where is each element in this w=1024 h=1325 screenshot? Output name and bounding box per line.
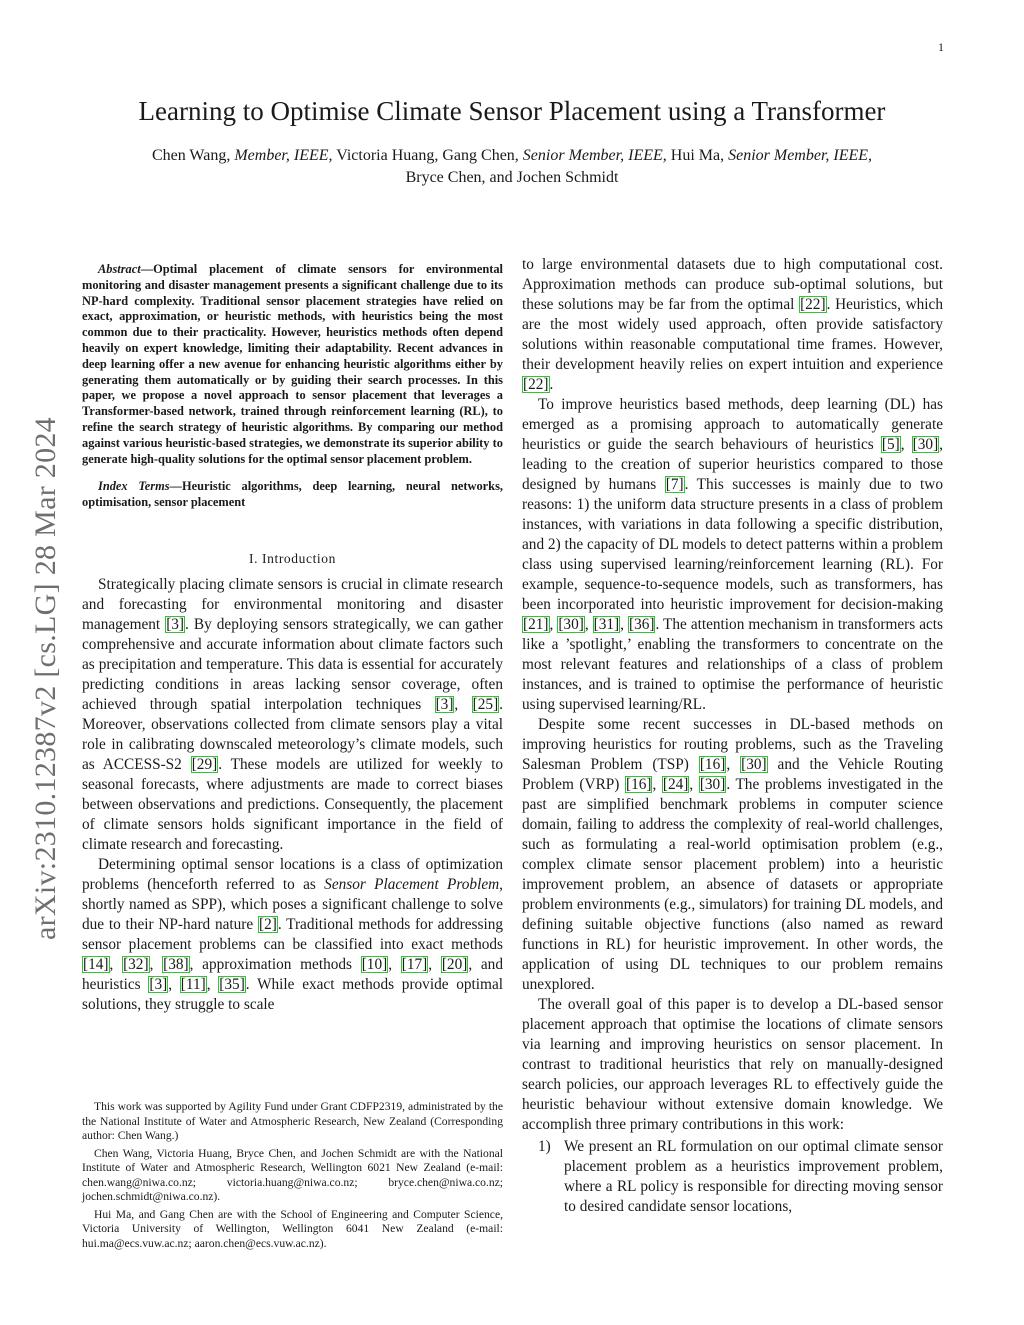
text-run: to large environmental datasets due to high computational cost. Approximation methods can produce sub-optimal solutions, but these solutions may be far from the optimal: [522, 256, 943, 313]
citation-link[interactable]: [31]: [593, 616, 620, 633]
contribution-text: We present an RL formulation on our optimal climate sensor placement problem as a heuristics improvement problem, where a RL policy is responsible for directing moving sensor to desired candidate sensor locations,: [564, 1138, 943, 1215]
text-run: ,: [206, 975, 219, 993]
text-run: . The attention mechanism in transformers acts like a ’spotlight,’ enabling the transformers to concentrate on the most relevant features and relationships of a class of problem instances, and is trained to optimise the performance of heuristic using supervised learning/RL.: [522, 616, 943, 713]
text-run: ,: [620, 616, 628, 633]
citation-link[interactable]: [30]: [558, 616, 584, 633]
citation-link[interactable]: [21]: [523, 616, 549, 633]
text-run: Strategically placing climate sensors is crucial in climate research and forecasting for environmental monitoring and disaster management: [82, 575, 503, 633]
citation-link[interactable]: [16]: [699, 756, 726, 773]
author-line-2: Bryce Chen, and Jochen Schmidt: [405, 169, 619, 186]
citation-link[interactable]: [22]: [800, 296, 826, 313]
text-run: , leading to the creation of superior heuristics compared to those designed by humans: [522, 436, 943, 493]
text-run: ,: [454, 695, 472, 713]
citation-link[interactable]: [3]: [435, 695, 454, 713]
contribution-number: 1): [538, 1138, 551, 1155]
text-run: ,: [584, 616, 593, 633]
citation-link[interactable]: [29]: [191, 755, 218, 773]
citation-link[interactable]: [24]: [662, 776, 689, 793]
text-run: , approximation methods: [189, 955, 361, 973]
text-run: ,: [689, 776, 699, 793]
citation-link[interactable]: [20]: [441, 955, 468, 973]
citation-link[interactable]: [17]: [401, 955, 428, 973]
text-run: ,: [726, 756, 741, 773]
text-run: ,: [549, 616, 558, 633]
contribution-item: [522, 1137, 943, 1217]
citation-link[interactable]: [35]: [219, 975, 245, 993]
text-run: . Moreover, observations collected from climate sensors play a vital role in calibrating downscaled meteorology’s climate models, such as ACCESS-S2: [82, 695, 503, 773]
text-run: .: [549, 376, 554, 393]
text-run: ,: [428, 955, 441, 973]
intro-paragraph-3: [522, 255, 943, 395]
text-run: To improve heuristics based methods, deep learning (DL) has emerged as a promising approach to automatically generate heuristics or guide the search behaviours of heuristics: [522, 396, 943, 453]
author-list: [70, 145, 954, 189]
intro-paragraph-6: The overall goal of this paper is to develop a DL-based sensor placement approach that optimise the locations of climate sensors via learning and improving heuristics on sensor placement. In contrast to traditional heuristics that rely on manually-designed search policies, our approach leverages RL to effectively guide the heuristic behaviour without extensive domain knowledge. We accomplish three primary contributions in this work:: [522, 996, 943, 1133]
index-terms-lead: Index Terms: [98, 479, 170, 494]
author-role: Member, IEEE,: [234, 147, 333, 164]
text-run: . By deploying sensors strategically, we can gather comprehensive and accurate information about climate factors such as precipitation and temperature. This data is essential for accurately predicting conditions in areas lacking sensor coverage, often achieved through spatial interpolation techniques: [82, 615, 503, 713]
intro-paragraph-4: [522, 395, 943, 715]
index-terms: [82, 479, 503, 511]
abstract-text: —Optimal placement of climate sensors for environmental monitoring and disaster management presents a significant challenge due to its NP-hard complexity. Traditional sensor placement strategies have relied on exact, approximation, or heuristic methods, with heuristics being the most common due to their practicality. However, heuristics methods often depend heavily on expert knowledge, limiting their adaptability. Recent advances in deep learning offer a new avenue for enhancing heuristic algorithms either by generating them automatically or by guiding their search processes. In this paper, we propose a novel approach to sensor placement that leverages a Transformer-based network, trained through reinforcement learning (RL), to refine the search strategy of heuristic algorithms. By comparing our method against various heuristic-based strategies, we demonstrate its superior ability to generate high-quality solutions for the optimal sensor placement problem.: [82, 262, 503, 466]
citation-link[interactable]: [30]: [912, 436, 939, 453]
citation-link[interactable]: [10]: [361, 955, 388, 973]
page-number: 1: [938, 40, 944, 54]
text-run: . This successes is mainly due to two reasons: 1) the uniform data structure presents in a class of problem instances, with variations in data following a specific distribution, and 2) the capacity of DL models to detect patterns within a problem class using supervised learning/reinforcement learning (RL). For example, sequence-to-sequence models, such as transformers, has been incorporated into heuristic improvement for decision-making: [522, 476, 943, 613]
footnotes: [82, 1100, 503, 1254]
left-column: [82, 262, 503, 1015]
intro-paragraph-1: [82, 575, 503, 855]
citation-link[interactable]: [5]: [881, 436, 900, 453]
intro-paragraph-2: [82, 855, 503, 1015]
right-column: [522, 255, 943, 1217]
citation-link[interactable]: [38]: [163, 955, 189, 973]
text-run: , shortly named as SPP), which poses a significant challenge to solve due to their NP-hard nature: [82, 875, 503, 933]
text-run: ,: [652, 776, 662, 793]
text-run: Despite some recent successes in DL-based methods on improving heuristics for routing problems, such as the Traveling Salesman Problem (TSP): [522, 716, 943, 773]
text-run: ,: [109, 955, 123, 973]
arxiv-stamp: arXiv:2310.12387v2 [cs.LG] 28 Mar 2024: [29, 417, 62, 940]
author-names: Chen Wang,: [151, 147, 235, 164]
abstract-lead: Abstract: [98, 262, 141, 276]
author-line-1: [70, 145, 954, 167]
citation-link[interactable]: [2]: [258, 915, 277, 933]
text-run: Determining optimal sensor locations is a class of optimization problems (henceforth referred to as: [82, 855, 503, 893]
citation-link[interactable]: [30]: [699, 776, 726, 793]
citation-link[interactable]: [7]: [665, 476, 684, 493]
text-run: ,: [388, 955, 401, 973]
footnote-funding: This work was supported by Agility Fund under Grant CDFP2319, administrated by the the National Institute of Water and Atmospheric Research, New Zealand (Corresponding author: Chen Wang.): [82, 1100, 503, 1142]
intro-paragraph-5: [522, 715, 943, 995]
text-run: and the Vehicle Routing Problem (VRP): [522, 756, 943, 793]
text-run: ,: [900, 436, 912, 453]
citation-link[interactable]: [16]: [625, 776, 652, 793]
footnote-affiliation-2: Hui Ma, and Gang Chen are with the School of Engineering and Computer Science, Victoria University of Wellington, Wellington 6041 New Zealand (e-mail: hui.ma@ecs.vuw.ac.nz; aaron.chen@ecs.vuw.ac.nz).: [82, 1207, 503, 1250]
footnote-affiliation-1: Chen Wang, Victoria Huang, Bryce Chen, and Jochen Schmidt are with the National Institute of Water and Atmospheric Research, Wellington 6021 New Zealand (e-mail: chen.wang@niwa.co.nz; victoria.huang@niwa.co.nz; bryce.chen@niwa.co.nz; jochen.schmidt@niwa.co.nz).: [82, 1146, 503, 1203]
citation-link[interactable]: [3]: [149, 975, 168, 993]
citation-link[interactable]: [11]: [180, 975, 206, 993]
text-run: . These models are utilized for weekly to seasonal forecasts, where adjustments are made to correct biases between observations and predictions. Consequently, the placement of climate sensors holds significant importance in the field of climate research and forecasting.: [82, 755, 503, 853]
text-run: . While exact methods provide optimal solutions, they struggle to scale: [82, 975, 503, 1013]
section-heading: I. Introduction: [249, 550, 336, 566]
author-names: Hui Ma,: [666, 147, 729, 164]
citation-link[interactable]: [14]: [83, 955, 109, 973]
citation-link[interactable]: [30]: [741, 756, 767, 773]
citation-link[interactable]: [22]: [523, 376, 549, 393]
author-role: Senior Member, IEEE,: [728, 147, 873, 164]
text-run: . Traditional methods for addressing sensor placement problems can be classified into exact methods: [82, 915, 503, 953]
emphasis: Sensor Placement Problem: [324, 875, 500, 893]
text-run: ,: [168, 975, 180, 993]
paper-title: Learning to Optimise Climate Sensor Placement using a Transformer: [138, 96, 886, 126]
author-names: Victoria Huang, Gang Chen,: [332, 147, 523, 164]
text-run: . The problems investigated in the past are simplified benchmark problems in computer science domain, failing to address the complexity of real-world challenges, such as formulating a real-world optimisation problem (e.g., complex climate sensor placement problem) into a heuristic improvement problem, an absence of datasets or appropriate problem environments (e.g., simulators) for training DL models, and defining suitable objective functions (also named as reward functions in RL) for heuristic improvement. In other words, the application of using DL techniques to our problem remains unexplored.: [522, 776, 944, 993]
abstract: [82, 262, 503, 467]
citation-link[interactable]: [32]: [123, 955, 149, 973]
citation-link[interactable]: [36]: [628, 616, 655, 633]
text-run: ,: [149, 955, 163, 973]
text-run: . Heuristics, which are the most widely used approach, often provide satisfactory solutions within reasonable computational time frames. However, their development heavily relies on expert intuition and experience: [522, 296, 943, 373]
text-run: , and heuristics: [82, 955, 503, 993]
citation-link[interactable]: [3]: [166, 615, 185, 633]
author-role: Senior Member, IEEE,: [522, 147, 667, 164]
citation-link[interactable]: [25]: [472, 695, 499, 713]
index-terms-text: —Heuristic algorithms, deep learning, neural networks, optimisation, sensor placement: [82, 479, 503, 510]
